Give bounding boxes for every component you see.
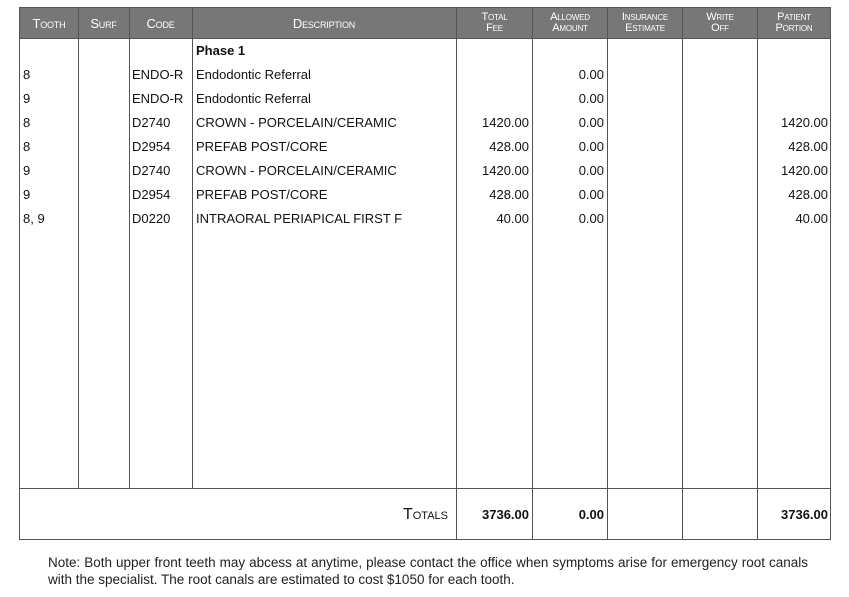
cell-tooth: 8 bbox=[23, 115, 31, 130]
cell-insurance bbox=[608, 111, 679, 135]
cell-total-fee: 40.00 bbox=[496, 211, 529, 226]
cell-write-off bbox=[683, 87, 754, 111]
phase-row bbox=[20, 39, 830, 63]
cell-insurance bbox=[608, 183, 679, 207]
cell-description: INTRAORAL PERIAPICAL FIRST F bbox=[196, 211, 403, 226]
totals-row bbox=[20, 488, 830, 540]
cell-tooth: 8 bbox=[23, 139, 31, 154]
col-header-writeoff-line1: Write bbox=[706, 11, 734, 23]
cell-write-off bbox=[683, 159, 754, 183]
table-row bbox=[20, 159, 830, 183]
cell-allowed: 0.00 bbox=[578, 163, 604, 178]
table-row bbox=[20, 135, 830, 159]
cell-allowed: 0.00 bbox=[578, 91, 604, 106]
cell-patient-portion: 428.00 bbox=[788, 139, 828, 154]
cell-code: D2740 bbox=[132, 115, 171, 130]
col-header-description: Description bbox=[292, 15, 356, 31]
table-row bbox=[20, 183, 830, 207]
cell-patient-portion: 428.00 bbox=[788, 187, 828, 202]
cell-allowed: 0.00 bbox=[578, 115, 604, 130]
col-header-allowed-line1: Allowed bbox=[550, 11, 590, 23]
col-header-insurance-estimate bbox=[608, 8, 682, 38]
cell-insurance bbox=[608, 207, 679, 231]
cell-code: ENDO-R bbox=[132, 91, 184, 106]
cell-insurance bbox=[608, 87, 679, 111]
cell-total-fee: 428.00 bbox=[489, 187, 529, 202]
cell-write-off bbox=[683, 111, 754, 135]
cell-tooth: 8, 9 bbox=[23, 211, 45, 226]
cell-write-off bbox=[683, 207, 754, 231]
col-header-insurance-line2: Estimate bbox=[625, 22, 665, 34]
cell-allowed: 0.00 bbox=[578, 187, 604, 202]
cell-allowed: 0.00 bbox=[578, 211, 604, 226]
col-header-code: Code bbox=[146, 15, 175, 31]
col-header-total-fee-line2: Fee bbox=[486, 22, 503, 34]
col-header-tooth: Tooth bbox=[32, 15, 66, 31]
cell-total-fee: 1420.00 bbox=[482, 115, 529, 130]
cell-surf bbox=[81, 111, 127, 135]
cell-write-off bbox=[683, 183, 754, 207]
col-header-total-fee-line1: Total bbox=[481, 11, 508, 23]
cell-description: CROWN - PORCELAIN/CERAMIC bbox=[196, 115, 397, 130]
cell-description: PREFAB POST/CORE bbox=[196, 187, 328, 202]
col-header-allowed-amount bbox=[533, 8, 607, 38]
cell-total-fee bbox=[457, 87, 529, 111]
cell-total-fee: 1420.00 bbox=[482, 163, 529, 178]
note-text: Note: Both upper front teeth may abcess at anytime, please contact the office when symptoms arise for emergency root canals with the specialist. The root canals are estimated to cost $1050 for each tooth. bbox=[48, 555, 808, 587]
table-row bbox=[20, 111, 830, 135]
cell-code: ENDO-R bbox=[132, 67, 184, 82]
table-row bbox=[20, 63, 830, 87]
cell-allowed: 0.00 bbox=[578, 139, 604, 154]
cell-insurance bbox=[608, 159, 679, 183]
totals-patient-portion: 3736.00 bbox=[781, 507, 828, 522]
cell-description: CROWN - PORCELAIN/CERAMIC bbox=[196, 163, 397, 178]
cell-patient-portion bbox=[758, 63, 828, 87]
cell-write-off bbox=[683, 135, 754, 159]
cell-surf bbox=[81, 63, 127, 87]
cell-code: D2740 bbox=[132, 163, 171, 178]
col-header-patient-line2: Portion bbox=[775, 22, 813, 34]
cell-patient-portion: 1420.00 bbox=[781, 115, 828, 130]
cell-tooth: 9 bbox=[23, 163, 31, 178]
cell-insurance bbox=[608, 63, 679, 87]
cell-tooth: 9 bbox=[23, 187, 31, 202]
cell-surf bbox=[81, 87, 127, 111]
col-header-patient-portion bbox=[758, 8, 830, 38]
cell-total-fee bbox=[457, 63, 529, 87]
cell-patient-portion: 1420.00 bbox=[781, 163, 828, 178]
cell-code: D2954 bbox=[132, 187, 171, 202]
cell-description: PREFAB POST/CORE bbox=[196, 139, 328, 154]
table-body bbox=[20, 39, 830, 488]
cell-tooth: 9 bbox=[23, 91, 31, 106]
cell-description: Endodontic Referral bbox=[196, 67, 311, 82]
cell-insurance bbox=[608, 135, 679, 159]
cell-patient-portion bbox=[758, 87, 828, 111]
totals-label: Totals bbox=[402, 505, 448, 523]
cell-tooth: 8 bbox=[23, 67, 31, 82]
col-header-total-fee bbox=[457, 8, 532, 38]
cell-patient-portion: 40.00 bbox=[795, 211, 828, 226]
table-row bbox=[20, 87, 830, 111]
cell-surf bbox=[81, 135, 127, 159]
totals-allowed: 0.00 bbox=[578, 507, 604, 522]
col-header-writeoff-line2: Off bbox=[711, 22, 729, 34]
col-header-insurance-line1: Insurance bbox=[621, 11, 669, 23]
cell-surf bbox=[81, 207, 127, 231]
totals-total-fee: 3736.00 bbox=[482, 507, 529, 522]
cell-surf bbox=[81, 159, 127, 183]
col-header-allowed-line2: Amount bbox=[552, 22, 588, 34]
cell-description: Endodontic Referral bbox=[196, 91, 311, 106]
cell-surf bbox=[81, 183, 127, 207]
table-row bbox=[20, 207, 830, 231]
col-header-surf: Surf bbox=[90, 15, 117, 31]
cell-total-fee: 428.00 bbox=[489, 139, 529, 154]
treatment-plan-table bbox=[19, 7, 831, 540]
cell-code: D2954 bbox=[132, 139, 171, 154]
cell-allowed: 0.00 bbox=[578, 67, 604, 82]
cell-write-off bbox=[683, 63, 754, 87]
cell-code: D0220 bbox=[132, 211, 171, 226]
col-header-write-off bbox=[683, 8, 757, 38]
col-header-patient-line1: Patient bbox=[777, 11, 811, 23]
table-header bbox=[20, 8, 830, 39]
phase-label: Phase 1 bbox=[196, 43, 246, 58]
